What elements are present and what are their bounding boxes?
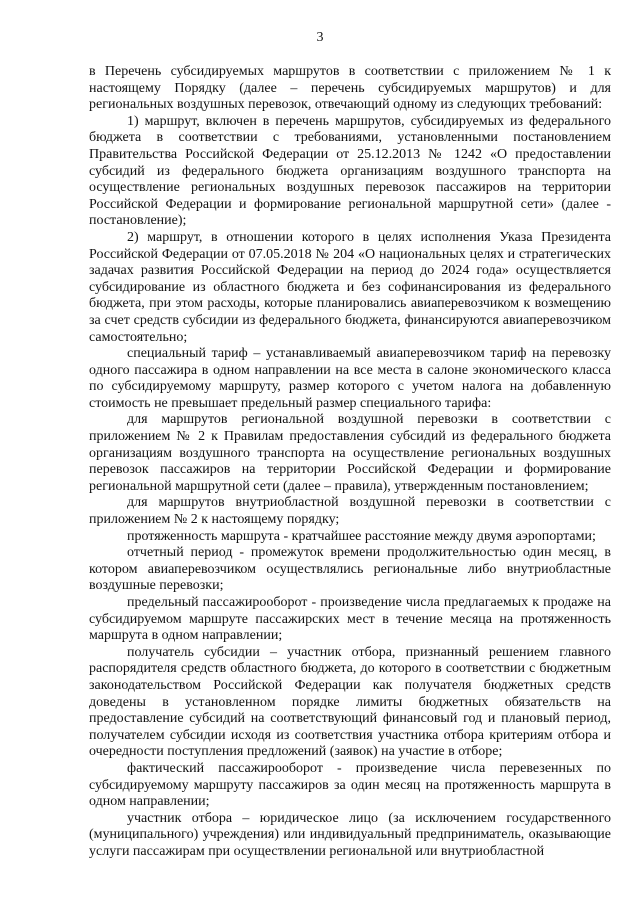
paragraph-6: для маршрутов внутриобластной воздушной перевозки в соответствии с приложением № 2 к настоящему порядку; xyxy=(89,495,611,528)
paragraph-10: получатель субсидии – участник отбора, признанный решением главного распорядителя средств областного бюджета, до которого в соответствии с бюджетным законодательством Российской Федерации как получателя бюджетных средств доведены в установленном порядке лимиты бюджетных обязательств на предоставление субсидий на соответствующий финансовый год и плановый период, получателем субсидии исходя из соответствия участника отбора критериям отбора и очередности поступления предложений (заявок) на участие в отборе; xyxy=(89,644,611,760)
paragraph-7: протяженность маршрута - кратчайшее расстояние между двумя аэропортами; xyxy=(127,528,596,544)
paragraph-11: фактический пассажирооборот - произведение числа перевезенных по субсидируемому маршруту пассажиров за один месяц на протяженность маршрута в одном направлении; xyxy=(89,760,611,810)
paragraph-9: предельный пассажирооборот - произведение числа предлагаемых к продаже на субсидируемом маршруте пассажирских мест в течение месяца на протяженность маршрута в одном направлении; xyxy=(89,595,611,644)
paragraph-5: для маршрутов региональной воздушной перевозки в соответствии с приложением № 2 к Правилам предоставления субсидий из федерального бюджета организациям воздушного транспорта на осуществление региональных воздушных перевозок пассажиров на территории Российской Федерации и формирование региональной маршрутной сети (далее – правила), утвержденным постановлением; xyxy=(89,412,611,494)
document-body xyxy=(89,64,611,861)
paragraph-2: 1) маршрут, включен в перечень маршрутов, субсидируемых из федерального бюджета в соответствии с требованиями, установленными постановлением Правительства Российской Федерации от 25.12.2013 № 1242 «О предоставлении субсидий из федерального бюджета организациям воздушного транспорта на осуществление региональных воздушных перевозок пассажиров на территории Российской Федерации и формирование региональной маршрутной сети» (далее - постановление); xyxy=(89,113,611,229)
paragraph-8: отчетный период - промежуток времени продолжительностью один месяц, в котором авиаперевозчиком осуществлялись региональные либо внутриобластные воздушные перевозки; xyxy=(89,545,611,594)
paragraph-4: специальный тариф – устанавливаемый авиаперевозчиком тариф на перевозку одного пассажира в одном направлении на все места в салоне экономического класса по субсидируемому маршруту, размер которого с учетом налога на добавленную стоимость не превышает предельный размер специального тарифа: xyxy=(89,346,611,411)
paragraph-12: участник отбора – юридическое лицо (за исключением государственного (муниципального) учреждения) или индивидуальный предприниматель, оказывающие услуги пассажирам при осуществлении региональной или внутриобластной xyxy=(89,810,611,859)
paragraph-3: 2) маршрут, в отношении которого в целях исполнения Указа Президента Российской Федерации от 07.05.2018 № 204 «О национальных целях и стратегических задачах развития Российской Федерации на период до 2024 года» осуществляется субсидирование из областного бюджета и без софинансирования из федерального бюджета, при этом расходы, которые планировались авиаперевозчиком к возмещению за счет средств субсидии из федерального бюджета, финансируются авиаперевозчиком самостоятельно; xyxy=(89,229,611,345)
page-number: 3 xyxy=(316,30,324,45)
paragraph-1: в Перечень субсидируемых маршрутов в соответствии с приложением № 1 к настоящему Порядку (далее – перечень субсидируемых маршрутов) и для региональных воздушных перевозок, отвечающий одному из следующих требований: xyxy=(89,64,611,113)
